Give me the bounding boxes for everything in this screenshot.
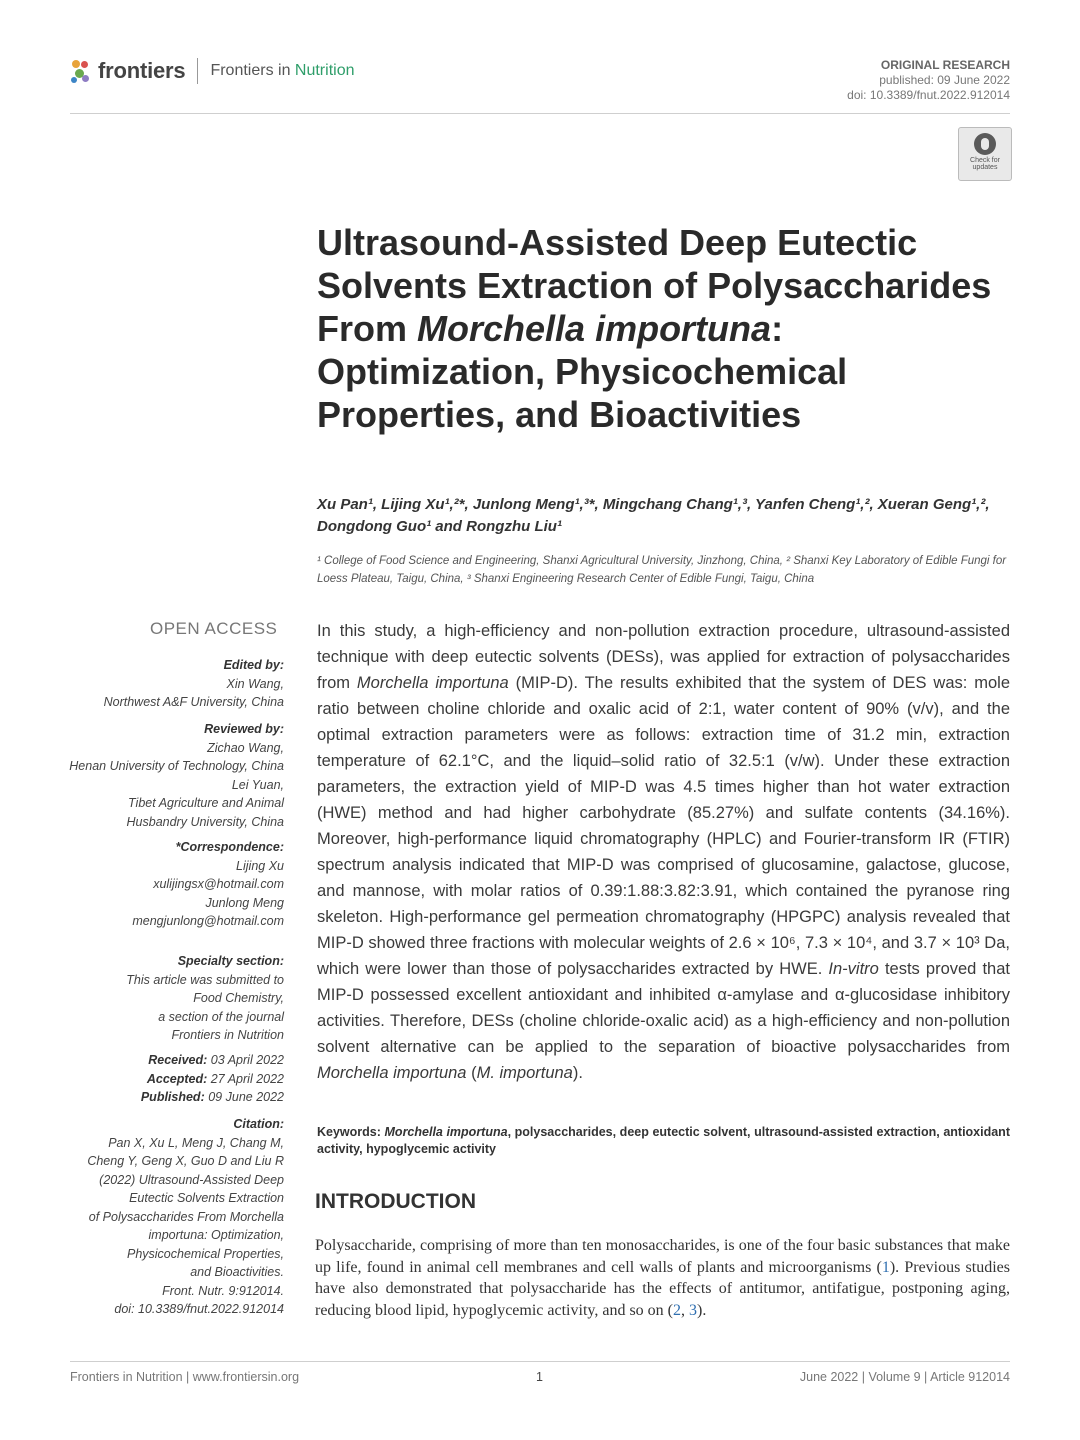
correspondence: *Correspondence: Lijing Xu xulijingsx@hotmail.com Junlong Meng mengjunlong@hotmail.com [54, 838, 284, 931]
article-title: Ultrasound-Assisted Deep Eutectic Solvents Extraction of Polysaccharides From Morchella importuna: Optimization, Physicochemical Properties, and Bioactivities [317, 222, 992, 435]
section-heading: INTRODUCTION [315, 1190, 476, 1213]
email-link[interactable]: mengjunlong@hotmail.com [132, 914, 284, 928]
footer-divider [70, 1361, 1010, 1362]
author-list: Xu Pan¹, Lijing Xu¹,²*, Junlong Meng¹,³*, Mingchang Chang¹,³, Yanfen Cheng¹,², Xueran Geng¹,², Dongdong Guo¹ and Rongzhu Liu¹ [317, 496, 990, 535]
article-meta [847, 58, 1010, 103]
brand-name: frontiers [98, 58, 186, 83]
specialty-section: Specialty section: This article was submitted to Food Chemistry, a section of the journal Frontiers in Nutrition [126, 954, 284, 1042]
affiliations: ¹ College of Food Science and Engineering, Shanxi Agricultural University, Jinzhong, China, ² Shanxi Key Laboratory of Edible Fungi for Loess Plateau, Taigu, China, ³ Shanxi Engineering Research Center of Edible Fungi, Taigu, China [317, 555, 1007, 585]
reference-link[interactable]: 3 [689, 1301, 697, 1319]
journal-logo[interactable] [70, 58, 354, 84]
reference-link[interactable]: 1 [881, 1258, 890, 1276]
keywords: Keywords: Morchella importuna, polysaccharides, deep eutectic solvent, ultrasound-assisted extraction, antioxidant activity, hypoglycemic activity [317, 1125, 1010, 1156]
page-number: 1 [536, 1370, 543, 1384]
journal-name: Frontiers in Nutrition [210, 62, 355, 79]
open-access-label: OPEN ACCESS [150, 619, 278, 638]
header-divider [70, 113, 1010, 114]
footer-journal-link[interactable]: Frontiers in Nutrition | www.frontiersin.org [70, 1370, 300, 1384]
edited-by: Edited by: Xin Wang, Northwest A&F University, China [103, 658, 284, 709]
logo-divider [197, 58, 198, 84]
reviewed-by: Reviewed by: Zichao Wang, Henan University of Technology, China Lei Yuan, Tibet Agriculture and Animal Husbandry University, China [69, 722, 284, 829]
frontiers-logo-icon [70, 58, 92, 84]
article-type: ORIGINAL RESEARCH [880, 58, 1010, 72]
published-date: published: 09 June 2022 [879, 73, 1010, 87]
article-doi[interactable]: doi: 10.3389/fnut.2022.912014 [847, 88, 1010, 102]
reference-link[interactable]: 2 [673, 1301, 681, 1319]
check-updates-icon [974, 133, 996, 155]
article-dates: Received: 03 April 2022 Accepted: 27 April 2022 Published: 09 June 2022 [140, 1053, 284, 1104]
email-link[interactable]: xulijingsx@hotmail.com [153, 877, 284, 891]
citation-doi[interactable]: doi: 10.3389/fnut.2022.912014 [114, 1302, 284, 1316]
check-for-updates-button[interactable]: Check for updates [958, 127, 1012, 181]
abstract: In this study, a high-efficiency and non-pollution extraction procedure, ultrasound-assisted technique with deep eutectic solvents (DESs), was applied for extraction of polysaccharides from Morchella importuna (MIP-D). The results exhibited that the system of DES was: mole ratio between choline chloride and oxalic acid of 2:1, water content of 90% (v/v), and the optimal extraction parameters were as follows: extraction time of 31.2 min, extraction temperature of 62.1°C, and the liquid–solid ratio of 32.5:1 (v/w). Under these extraction parameters, the extraction yield of MIP-D was 4.5 times higher than hot water extraction (HWE) method and had higher carbohydrate (85.27%) and sulfate contents (34.16%). Moreover, high-performance liquid chromatography (HPLC) and Fourier-transform IR (FTIR) spectrum analysis indicated that MIP-D was comprised of glucosamine, galactose, glucose, and mannose, with molar ratios of 0.39:1.88:3.82:3.91, which contained the pyranose ring skeleton. High-performance gel permeation chromatography (HPGPC) analysis revealed that MIP-D showed three fractions with molecular weights of 2.6 × 10⁶, 7.3 × 10⁴, and 3.7 × 10³ Da, which were lower than those of polysaccharides extracted by HWE. In-vitro tests proved that MIP-D possessed excellent antioxidant and inhibited α-amylase and α-glucosidase inhibitory activities. Therefore, DESs (choline chloride-oxalic acid) as a high-efficiency and non-pollution solvent alternative can be applied to the separation of bioactive polysaccharides from Morchella importuna (M. importuna). [317, 622, 1011, 1082]
footer-volume-info: June 2022 | Volume 9 | Article 912014 [799, 1370, 1010, 1384]
citation: Citation: Pan X, Xu L, Meng J, Chang M, Cheng Y, Geng X, Guo D and Liu R (2022) Ultrasound-Assisted Deep Eutectic Solvents Extraction of Polysaccharides From Morchella importuna: Optimization, Physicochemical Properties, and Bioactivities. Front. Nutr. 9:912014. doi: 10.3389/fnut.2022.912014 [54, 1115, 284, 1319]
introduction-paragraph: Polysaccharide, comprising of more than ten monosaccharides, is one of the four basic substances that make up life, found in animal cell membranes and cell walls of plants and microorganisms (1). Previous studies have also demonstrated that polysaccharide has the effects of antitumor, antifatigue, postponing aging, reducing blood lipid, hypoglycemic activity, and so on (2, 3). [315, 1237, 1010, 1319]
